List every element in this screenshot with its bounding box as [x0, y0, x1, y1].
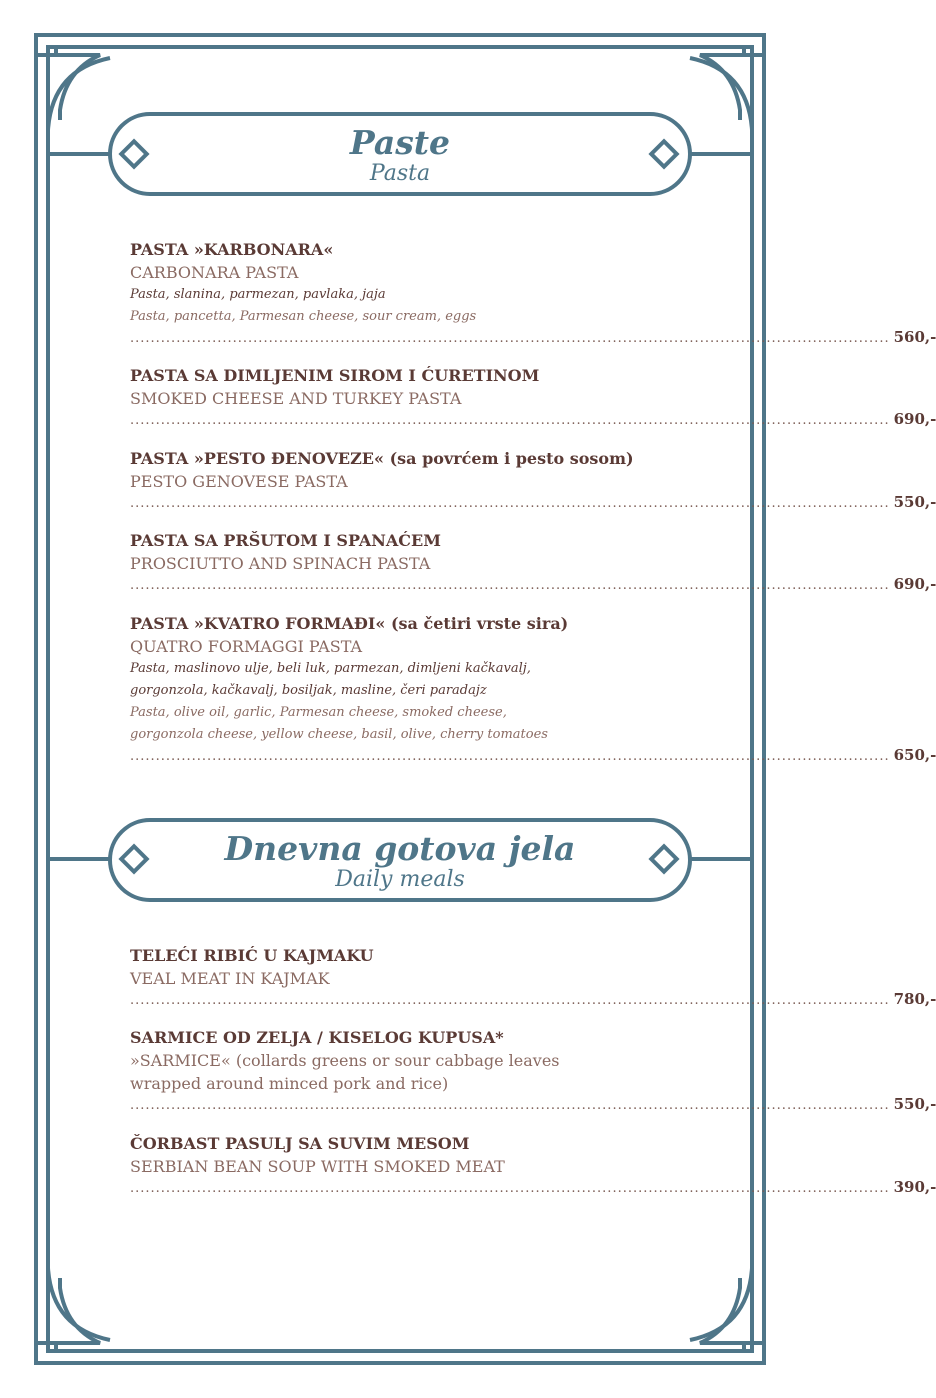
price-row [130, 493, 936, 515]
price-row [130, 410, 936, 432]
item-price: 550,- [893, 1095, 936, 1113]
dot-leader: .................................................................................................................................................... [130, 578, 890, 593]
item-english-name: wrapped around minced pork and rice) [130, 1074, 449, 1093]
item-description: gorgonzola, kačkavalj, bosiljak, masline, čeri paradajz [130, 683, 487, 698]
price-row [130, 1178, 936, 1200]
menu-item-sarmice [130, 1026, 936, 1117]
item-price: 690,- [893, 410, 936, 428]
item-name: PASTA »KARBONARA« [130, 240, 334, 259]
menu-item-smoked-cheese-turkey [130, 364, 936, 432]
item-name: TELEĆI RIBIĆ U KAJMAKU [130, 946, 374, 965]
item-english-name: PROSCIUTTO AND SPINACH PASTA [130, 554, 431, 573]
dot-leader: .................................................................................................................................................... [130, 331, 890, 346]
item-name: PASTA SA PRŠUTOM I SPANAĆEM [130, 531, 441, 550]
dot-leader: .................................................................................................................................................... [130, 496, 890, 511]
item-english-name: CARBONARA PASTA [130, 263, 299, 282]
price-row [130, 328, 936, 350]
section-subtitle: Pasta [369, 161, 431, 186]
section-header-daily-meals [108, 820, 692, 900]
menu-item-prosciutto-spinach [130, 529, 936, 597]
dot-leader: .................................................................................................................................................... [130, 993, 890, 1008]
menu-item-veal-kajmak [130, 944, 936, 1012]
item-name: SARMICE OD ZELJA / KISELOG KUPUSA* [130, 1028, 504, 1047]
item-description-english: gorgonzola cheese, yellow cheese, basil, olive, cherry tomatoes [130, 727, 548, 742]
menu-item-carbonara [130, 238, 936, 350]
menu-item-quattro-formaggi [130, 612, 936, 768]
item-price: 780,- [893, 990, 936, 1008]
item-price: 390,- [893, 1178, 936, 1196]
section-title: Dnevna gotova jela [224, 829, 576, 868]
item-name: PASTA SA DIMLJENIM SIROM I ĆURETINOM [130, 366, 540, 385]
item-price: 690,- [893, 575, 936, 593]
section-header-pasta [108, 114, 692, 194]
item-description-english: Pasta, olive oil, garlic, Parmesan cheese, smoked cheese, [130, 705, 507, 720]
section-subtitle: Daily meals [335, 867, 465, 892]
item-english-name: »SARMICE« (collards greens or sour cabbage leaves [130, 1051, 560, 1070]
price-row [130, 1095, 936, 1117]
menu-item-bean-soup [130, 1132, 936, 1200]
item-english-name: VEAL MEAT IN KAJMAK [130, 969, 330, 988]
menu-item-pesto-genovese [130, 447, 936, 515]
price-row [130, 575, 936, 597]
item-english-name: QUATRO FORMAGGI PASTA [130, 637, 363, 656]
price-row [130, 746, 936, 768]
item-price: 650,- [893, 746, 936, 764]
item-description: Pasta, maslinovo ulje, beli luk, parmezan, dimljeni kačkavalj, [130, 661, 531, 676]
dot-leader: .................................................................................................................................................... [130, 1181, 890, 1196]
dot-leader: .................................................................................................................................................... [130, 413, 890, 428]
item-name: PASTA »KVATRO FORMAĐI« (sa četiri vrste sira) [130, 614, 569, 633]
item-english-name: SERBIAN BEAN SOUP WITH SMOKED MEAT [130, 1157, 505, 1176]
item-name: ČORBAST PASULJ SA SUVIM MESOM [130, 1134, 470, 1153]
item-description-english: Pasta, pancetta, Parmesan cheese, sour cream, eggs [130, 309, 477, 324]
item-price: 550,- [893, 493, 936, 511]
item-price: 560,- [893, 328, 936, 346]
item-description: Pasta, slanina, parmezan, pavlaka, jaja [130, 287, 386, 302]
item-english-name: SMOKED CHEESE AND TURKEY PASTA [130, 389, 462, 408]
dot-leader: .................................................................................................................................................... [130, 1098, 890, 1113]
dot-leader: .................................................................................................................................................... [130, 749, 890, 764]
item-name: PASTA »PESTO ĐENOVEZE« (sa povrćem i pesto sosom) [130, 449, 634, 468]
section-title: Paste [349, 123, 451, 162]
price-row [130, 990, 936, 1012]
item-english-name: PESTO GENOVESE PASTA [130, 472, 348, 491]
